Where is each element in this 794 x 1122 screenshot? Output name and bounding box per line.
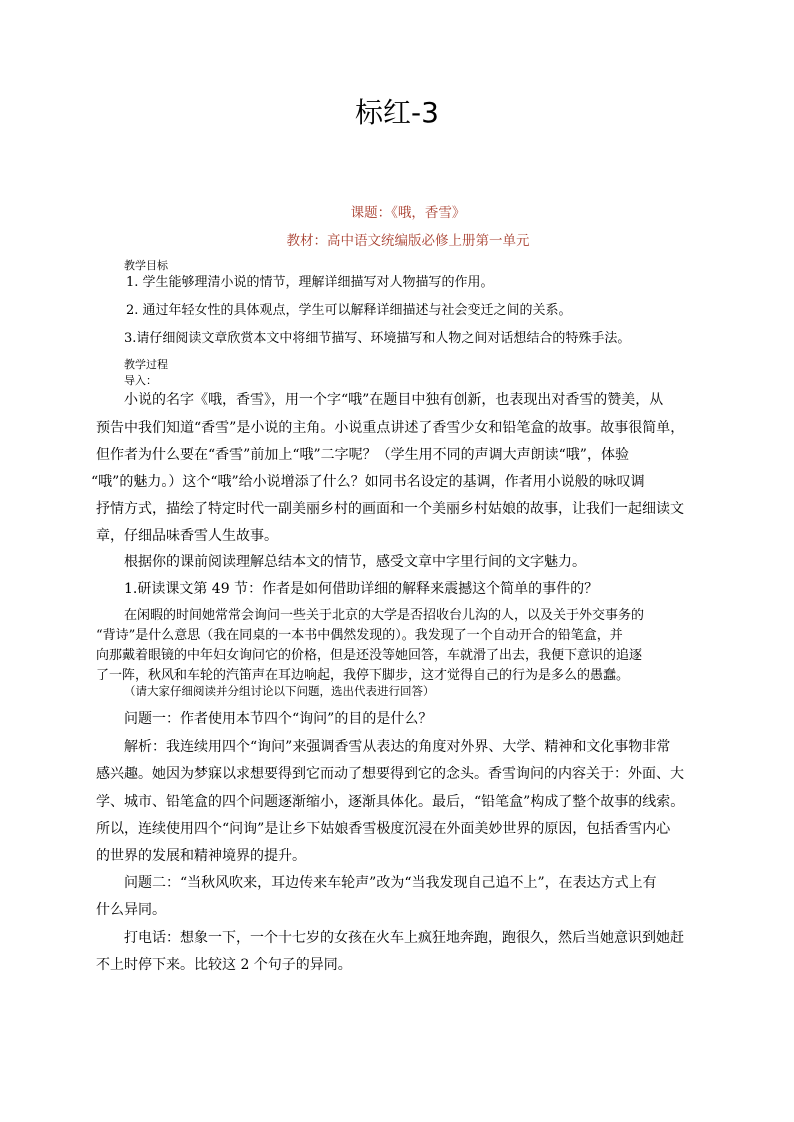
goals-heading: 教学目标 (124, 259, 168, 272)
phone-line: 打电话：想象一下，一个十七岁的女孩在火车上疯狂地奔跑，跑很久，然后当她意识到她赶 (124, 930, 684, 946)
discussion-note: （请大家仔细阅读并分组讨论以下问题，选出代表进行回答） (124, 684, 435, 698)
intro-heading: 导入： (124, 374, 157, 387)
lesson-topic: 课题：《哦，香雪》 (350, 205, 466, 221)
quote-line: 在闲暇的时间她常常会询问一些关于北京的大学是否招收台儿沟的人，以及关于外交事务的 (124, 608, 645, 623)
intro-paragraph-line: 章，仔细品味香雪人生故事。 (96, 528, 278, 544)
analysis-line: 所以，连续使用四个“问询”是让乡下姑娘香雪极度沉浸在外面美妙世界的原因，包括香雪内心 (96, 821, 671, 837)
intro-paragraph-line: 抒情方式，描绘了特定时代一副美丽乡村的画面和一个美丽乡村姑娘的故事，让我们一起细读文 (96, 501, 684, 517)
quote-line: 了一阵，秋风和车轮的汽笛声在耳边响起，我停下脚步，这才觉得自己的行为是多么的愚蠢。 (96, 668, 630, 683)
question-one: 问题一：作者使用本节四个“询问”的目的是什么？ (124, 711, 433, 727)
quote-line: 向那戴着眼镜的中年妇女询问它的价格，但是还没等她回答，车就滑了出去，我便下意识的追逐 (96, 648, 643, 663)
textbook-info: 教材：高中语文统编版必修上册第一单元 (286, 233, 530, 249)
summary-line: 根据你的课前阅读理解总结本文的情节，感受文章中字里行间的文字魅力。 (124, 554, 586, 570)
analysis-line: 的世界的发展和精神境界的提升。 (96, 848, 306, 864)
intro-paragraph-line: 但作者为什么要在“香雪”前加上“哦”二字呢？（学生用不同的声调大声朗读“哦”，体验 (96, 447, 629, 463)
intro-paragraph-line: “哦”的魅力。）这个“哦”给小说增添了什么？如同书名设定的基调，作者用小说般的咏叹调 (91, 474, 645, 490)
analysis-line: 感兴趣。她因为梦寐以求想要得到它而动了想要得到它的念头。香雪询问的内容关于：外面、大 (96, 766, 684, 782)
document-title: 标红-3 (355, 96, 439, 129)
intro-paragraph-line: 预告中我们知道“香雪”是小说的主角。小说重点讲述了香雪少女和铅笔盒的故事。故事很简单， (96, 420, 685, 436)
quote-line: “背诗”是什么意思（我在同桌的一本书中偶然发现的）。我发现了一个自动开合的铅笔盒，并 (96, 628, 623, 643)
goal-item: 3.请仔细阅读文章欣赏本文中将细节描写、环境描写和人物之间对话想结合的特殊手法。 (124, 331, 631, 346)
study-point: 1.研读课文第 49 节：作者是如何借助详细的解释来震撼这个简单的事件的？ (124, 581, 599, 597)
goal-item: 2. 通过年轻女性的具体观点，学生可以解释详细描述与社会变迁之间的关系。 (126, 303, 572, 318)
analysis-line: 学、城市、铅笔盒的四个问题逐渐缩小，逐渐具体化。最后，“铅笔盒”构成了整个故事的线索。 (96, 794, 685, 810)
analysis-line: 解析：我连续用四个“询问”来强调香雪从表达的角度对外界、大学、精神和文化事物非常 (124, 739, 671, 755)
intro-paragraph-line: 小说的名字《哦，香雪》，用一个字“哦”在题目中独有创新，也表现出对香雪的赞美，从 (124, 392, 664, 408)
question-two-line: 什么异同。 (96, 902, 166, 918)
process-heading: 教学过程 (124, 358, 168, 371)
goal-item: 1. 学生能够理清小说的情节，理解详细描写对人物描写的作用。 (126, 275, 494, 290)
question-two-line: 问题二：“当秋风吹来，耳边传来车轮声”改为“当我发现自己追不上”，在表达方式上有 (124, 875, 657, 891)
phone-line: 不上时停下来。比较这 2 个句子的异同。 (96, 957, 352, 973)
